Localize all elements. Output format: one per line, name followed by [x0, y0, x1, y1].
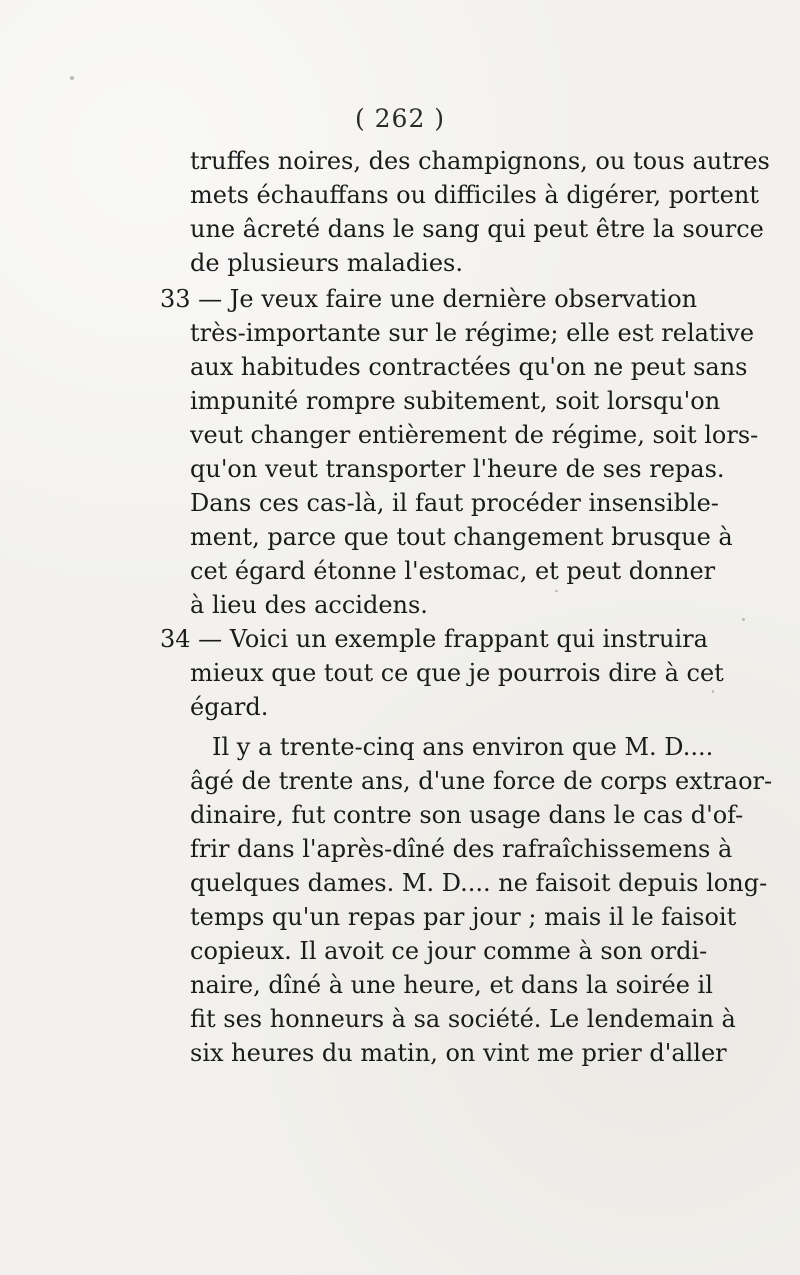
text-line: cet égard étonne l'estomac, et peut donner	[190, 557, 716, 585]
text-line: âgé de trente ans, d'une force de corps extraor-	[190, 767, 773, 795]
page-number: ( 262 )	[354, 104, 446, 133]
paper-speck	[70, 76, 74, 80]
text-line: mets échauffans ou difficiles à digérer, portent	[190, 181, 759, 209]
paper-speck	[555, 590, 558, 592]
text-line: truffes noires, des champignons, ou tous autres	[190, 147, 770, 175]
text-line: six heures du matin, on vint me prier d'aller	[190, 1039, 727, 1067]
text-line: une âcreté dans le sang qui peut être la source	[190, 215, 764, 243]
paragraph-33-start: 33 — Je veux faire une dernière observation	[160, 285, 698, 313]
text-line: quelques dames. M. D.... ne faisoit depuis long-	[190, 869, 768, 897]
text-line: égard.	[190, 693, 269, 721]
paper-speck	[742, 618, 745, 621]
paper-speck	[712, 690, 714, 693]
text-line: temps qu'un repas par jour ; mais il le faisoit	[190, 903, 737, 931]
text-line: dinaire, fut contre son usage dans le cas d'of-	[190, 801, 744, 829]
text-line: impunité rompre subitement, soit lorsqu'on	[190, 387, 721, 415]
text-line: frir dans l'après-dîné des rafraîchissemens à	[190, 835, 733, 863]
paragraph-start: Il y a trente-cinq ans environ que M. D....	[212, 733, 714, 761]
text-line: à lieu des accidens.	[190, 591, 428, 619]
text-line: qu'on veut transporter l'heure de ses repas.	[190, 455, 725, 483]
text-line: ment, parce que tout changement brusque à	[190, 523, 733, 551]
paragraph-34-start: 34 — Voici un exemple frappant qui instruira	[160, 625, 708, 653]
text-line: veut changer entièrement de régime, soit lors-	[190, 421, 759, 449]
text-line: de plusieurs maladies.	[190, 249, 463, 277]
text-line: très-importante sur le régime; elle est relative	[190, 319, 755, 347]
text-line: mieux que tout ce que je pourrois dire à cet	[190, 659, 724, 687]
text-line: copieux. Il avoit ce jour comme à son ordi-	[190, 937, 708, 965]
text-line: naire, dîné à une heure, et dans la soirée il	[190, 971, 713, 999]
text-line: fit ses honneurs à sa société. Le lendemain à	[190, 1005, 736, 1033]
text-line: aux habitudes contractées qu'on ne peut sans	[190, 353, 748, 381]
text-line: Dans ces cas-là, il faut procéder insensible-	[190, 489, 719, 517]
